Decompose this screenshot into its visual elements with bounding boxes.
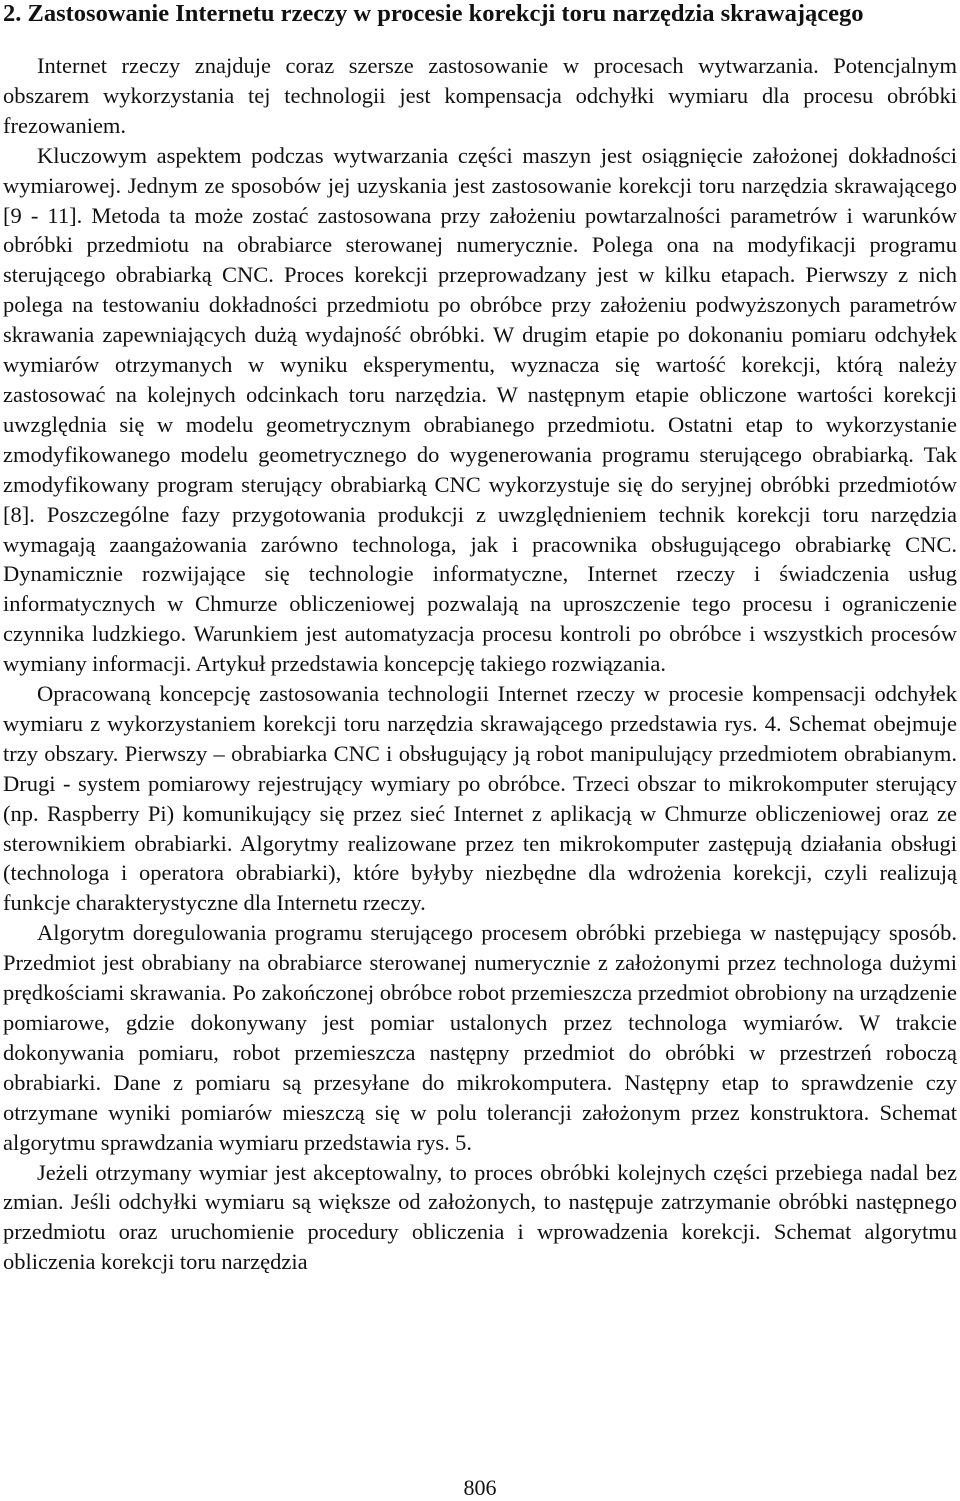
paragraph-5: Jeżeli otrzymany wymiar jest akceptowalny, to proces obróbki kolejnych części przebiega nadal bez zmian. Jeśli odchyłki wymiaru są większe od założonych, to następuje zatrzymanie obróbki następnego przedmiotu oraz uruchomienie procedury obliczenia i wprowadzenia korekcji. Schemat algorytmu obliczenia korekcji toru narzędzia bbox=[3, 1159, 957, 1275]
paragraph-2: Kluczowym aspektem podczas wytwarzania części maszyn jest osiągnięcie założonej dokładności wymiarowej. Jednym ze sposobów jej uzyskania jest zastosowanie korekcji toru narzędzia skrawającego [9 - 11]. Metoda ta może zostać zastosowana przy założeniu powtarzalności parametrów i warunków obróbki przedmiotu na obrabiarce sterowanej numerycznie. Polega ona na modyfikacji programu sterującego obrabiarką CNC. Proces korekcji przeprowadzany jest w kilku etapach. Pierwszy z nich polega na testowaniu dokładności przedmiotu po obróbce przy założeniu podwyższonych parametrów skrawania zapewniających dużą wydajność obróbki. W drugim etapie po dokonaniu pomiaru odchyłek wymiarów otrzymanych w wyniku eksperymentu, wyznacza się wartość korekcji, którą należy zastosować na kolejnych odcinkach toru narzędzia. W następnym etapie obliczone wartości korekcji uwzględnia się w modelu geometrycznym obrabianego przedmiotu. Ostatni etap to wykorzystanie zmodyfikowanego modelu geometrycznego do wygenerowania programu sterującego obrabiarką. Tak zmodyfikowany program sterujący obrabiarką CNC wykorzystuje się do seryjnej obróbki przedmiotów [8]. Poszczególne fazy przygotowania produkcji z uwzględnieniem technik korekcji toru narzędzia wymagają zaangażowania zarówno technologa, jak i pracownika obsługującego obrabiarkę CNC. Dynamicznie rozwijające się technologie informatyczne, Internet rzeczy i świadczenia usług informatycznych w Chmurze obliczeniowej pozwalają na uproszczenie tego procesu i ograniczenie czynnika ludzkiego. Warunkiem jest automatyzacja procesu kontroli po obróbce i wszystkich procesów wymiany informacji. Artykuł przedstawia koncepcję takiego rozwiązania. bbox=[3, 142, 957, 677]
paragraph-1: Internet rzeczy znajduje coraz szersze zastosowanie w procesach wytwarzania. Potencjalnym obszarem wykorzystania tej technologii jest kompensacja odchyłki wymiaru dla procesu obróbki frezowaniem. bbox=[3, 53, 957, 138]
page-number: 806 bbox=[463, 1475, 497, 1500]
paragraph-3: Opracowaną koncepcję zastosowania technologii Internet rzeczy w procesie kompensacji odchyłek wymiaru z wykorzystaniem korekcji toru narzędzia skrawającego przedstawia rys. 4. Schemat obejmuje trzy obszary. Pierwszy – obrabiarka CNC i obsługujący ją robot manipulujący przedmiotem obrabianym. Drugi - system pomiarowy rejestrujący wymiary po obróbce. Trzeci obszar to mikrokomputer sterujący (np. Raspberry Pi) komunikujący się przez sieć Internet z aplikacją w Chmurze obliczeniowej oraz ze sterownikiem obrabiarki. Algorytmy realizowane przez ten mikrokomputer zastępują działania obsługi (technologa i operatora obrabiarki), które byłyby niezbędne dla wdrożenia korekcji, czyli realizują funkcje charakterystyczne dla Internetu rzeczy. bbox=[3, 681, 957, 916]
body-text bbox=[3, 51, 957, 1277]
section-heading: 2. Zastosowanie Internetu rzeczy w procesie korekcji toru narzędzia skrawającego bbox=[3, 0, 864, 27]
paragraph-4: Algorytm doregulowania programu sterującego procesem obróbki przebiega w następujący sposób. Przedmiot jest obrabiany na obrabiarce sterowanej numerycznie z założonymi przez technologa dużymi prędkościami skrawania. Po zakończonej obróbce robot przemieszcza przedmiot obrobiony na urządzenie pomiarowe, gdzie dokonywany jest pomiar ustalonych przez technologa wymiarów. W trakcie dokonywania pomiaru, robot przemieszcza następny przedmiot do obróbki w przestrzeń roboczą obrabiarki. Dane z pomiaru są przesyłane do mikrokomputera. Następny etap to sprawdzenie czy otrzymane wyniki pomiarów mieszczą się w polu tolerancji założonym przez konstruktora. Schemat algorytmu sprawdzania wymiaru przedstawia rys. 5. bbox=[3, 920, 957, 1155]
